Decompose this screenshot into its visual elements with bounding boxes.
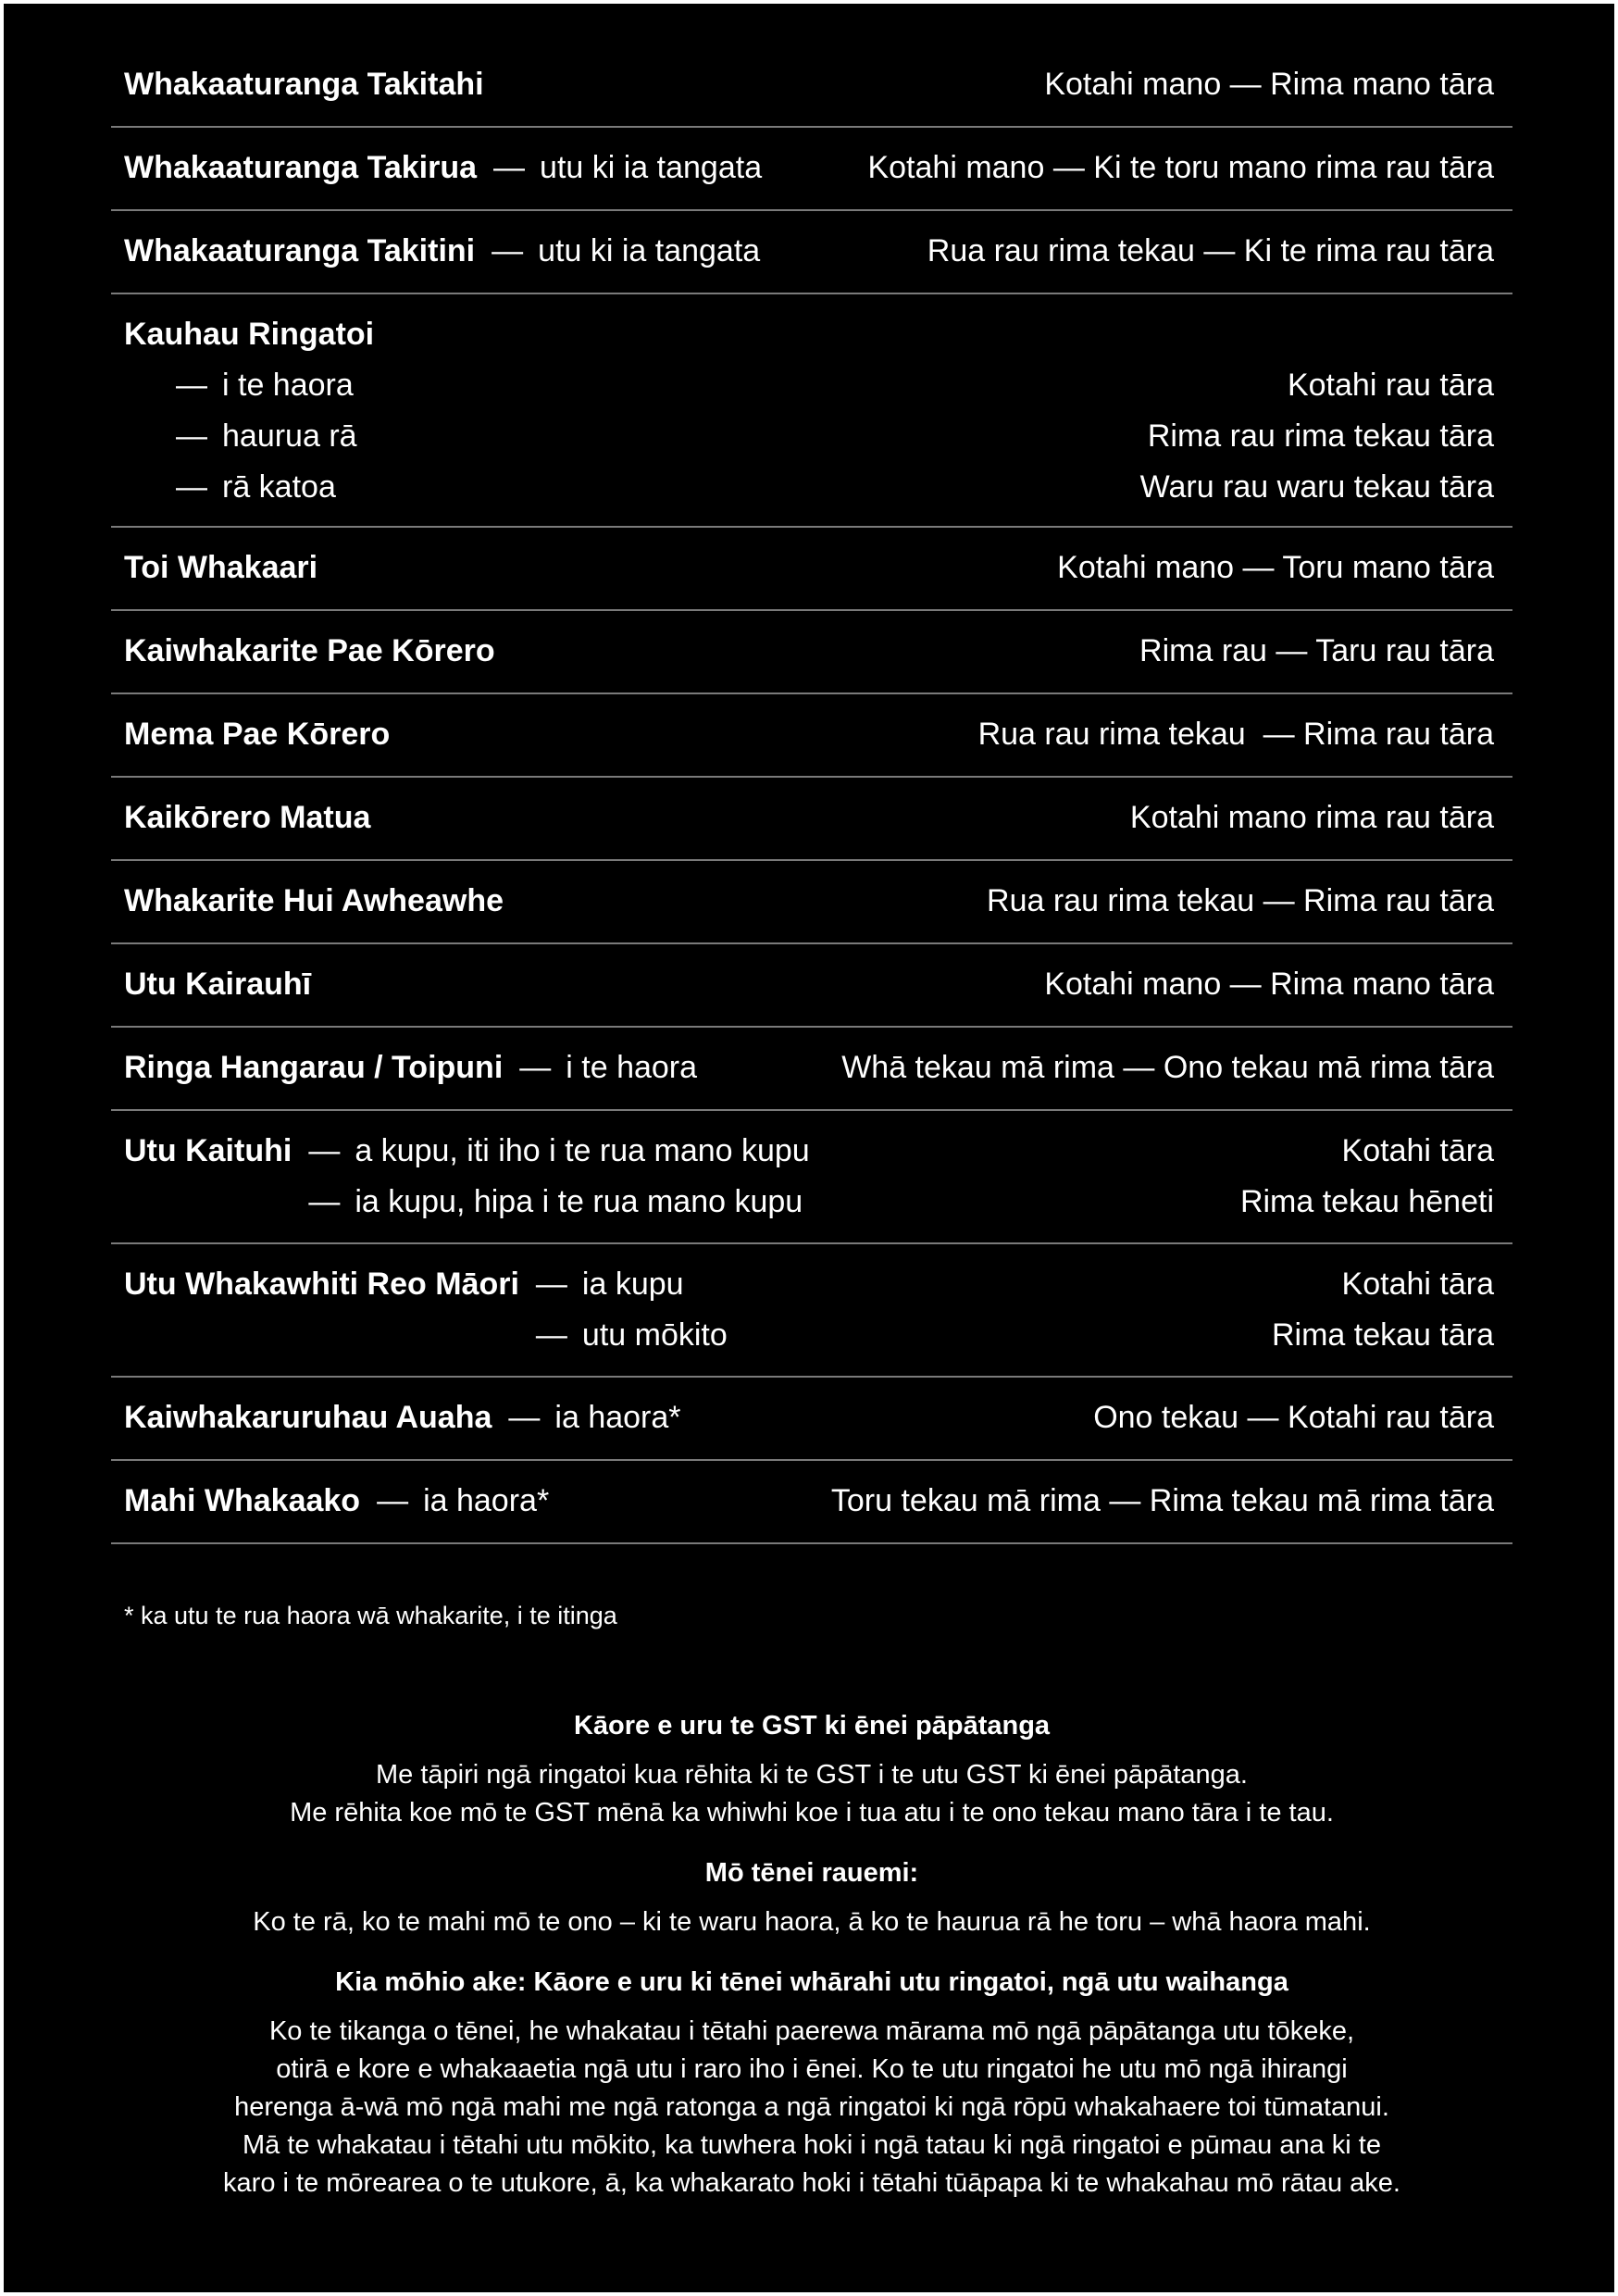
dash: — xyxy=(535,1317,567,1353)
know-line: Mā te whakatau i tētahi utu mōkito, ka tuwhera hoki i ngā tatau ki ngā ringatoi e pūmau ana ki te xyxy=(242,2130,1381,2160)
row-label: Mema Pae Kōrero xyxy=(124,717,391,752)
row-note: rā katoa xyxy=(222,469,336,505)
row-note: i te haora xyxy=(222,368,354,403)
dash: — xyxy=(377,1483,409,1518)
row-label: Toi Whakaari xyxy=(124,550,318,585)
row-value: Waru rau waru tekau tāra xyxy=(1139,469,1494,505)
row-value: Kotahi rau tāra xyxy=(1287,368,1494,403)
row-label: Utu Kairauhī xyxy=(124,967,312,1002)
row-value: Kotahi mano rima rau tāra xyxy=(1129,800,1494,835)
row-note: haurua rā xyxy=(222,418,357,454)
row-value: Rima tekau hēneti xyxy=(1239,1184,1494,1219)
table-row xyxy=(111,528,1512,611)
gst-line: Me rēhita koe mō te GST mēnā ka whiwhi koe i tua atu i te ono tekau mano tāra i te tau. xyxy=(290,1798,1334,1828)
row-note: utu ki ia tangata xyxy=(538,233,761,268)
row-value: Rima rau — Taru rau tāra xyxy=(1139,633,1494,668)
dash: — xyxy=(176,368,207,403)
know-heading: Kia mōhio ake: Kāore e uru ki tēnei whārahi utu ringatoi, ngā utu waihanga xyxy=(335,1967,1288,1997)
table-row xyxy=(111,294,1512,528)
row-note: utu ki ia tangata xyxy=(540,150,763,185)
row-value: Kotahi tāra xyxy=(1341,1267,1494,1302)
table-row xyxy=(111,861,1512,944)
table-row xyxy=(111,44,1512,128)
resource-heading: Mō tēnei rauemi: xyxy=(704,1858,919,1888)
row-label: Kaiwhakaruruhau Auaha xyxy=(124,1400,492,1435)
row-value: Kotahi mano — Rima mano tāra xyxy=(1044,967,1494,1002)
table-row xyxy=(111,694,1512,778)
row-value: Rima rau rima tekau tāra xyxy=(1147,418,1494,454)
row-value: Kotahi mano — Rima mano tāra xyxy=(1044,67,1494,102)
row-label: Ringa Hangarau / Toipuni xyxy=(124,1050,504,1085)
row-value: Toru tekau mā rima — Rima tekau mā rima tāra xyxy=(830,1483,1494,1518)
dash: — xyxy=(308,1184,341,1219)
row-note: ia haora* xyxy=(554,1400,681,1435)
row-label: Kaiwhakarite Pae Kōrero xyxy=(124,633,495,668)
table-row xyxy=(111,778,1512,861)
know-line: karo i te mōrearea o te utukore, ā, ka whakarato hoki i tētahi tūāpapa ki te whakahau mō rātau ake. xyxy=(223,2168,1400,2198)
page xyxy=(4,4,1614,2292)
row-label: Whakarite Hui Awheawhe xyxy=(124,883,504,918)
row-value: Rua rau rima tekau — Rima rau tāra xyxy=(987,883,1494,918)
row-note: ia kupu xyxy=(581,1267,684,1302)
table-row xyxy=(111,1378,1512,1461)
table-row xyxy=(111,1244,1512,1378)
rates-table xyxy=(111,44,1512,1544)
table-row xyxy=(111,211,1512,294)
dash: — xyxy=(508,1400,541,1435)
gst-heading: Kāore e uru te GST ki ēnei pāpātanga xyxy=(573,1711,1051,1741)
know-line: Ko te tikanga o tēnei, he whakatau i tētahi paerewa mārama mō ngā pāpātanga utu tōkeke, xyxy=(268,2016,1355,2046)
dash: — xyxy=(308,1133,341,1168)
gst-line: Me tāpiri ngā ringatoi kua rēhita ki te GST i te utu GST ki ēnei pāpātanga. xyxy=(376,1760,1248,1790)
table-row xyxy=(111,1028,1512,1111)
row-value: Kotahi mano — Toru mano tāra xyxy=(1057,550,1494,585)
row-note: a kupu, iti iho i te rua mano kupu xyxy=(355,1133,810,1168)
footnote: * ka utu te rua haora wā whakarite, i te itinga xyxy=(124,1602,617,1629)
row-label: Whakaaturanga Takitahi xyxy=(124,67,484,102)
row-label: Mahi Whakaako xyxy=(124,1483,361,1518)
dash: — xyxy=(176,418,207,454)
row-note: i te haora xyxy=(566,1050,698,1085)
row-note: utu mōkito xyxy=(581,1317,728,1353)
table-row xyxy=(111,1461,1512,1544)
row-label: Kaikōrero Matua xyxy=(124,800,371,835)
table-row xyxy=(111,611,1512,694)
dash: — xyxy=(535,1267,567,1302)
row-value: Whā tekau mā rima — Ono tekau mā rima tāra xyxy=(841,1050,1494,1085)
know-line: herenga ā-wā mō ngā mahi me ngā ratonga a ngā ringatoi ki ngā rōpū whakahaere toi tūmatanui. xyxy=(234,2092,1389,2122)
row-value: Kotahi tāra xyxy=(1341,1133,1494,1168)
row-note: ia haora* xyxy=(423,1483,550,1518)
dash: — xyxy=(176,469,207,505)
row-label: Utu Kaituhi xyxy=(124,1133,292,1168)
notes-section xyxy=(111,1707,1512,2202)
row-value: Rua rau rima tekau — Ki te rima rau tāra xyxy=(927,233,1494,268)
table-row xyxy=(111,1111,1512,1244)
row-value: Rua rau rima tekau — Rima rau tāra xyxy=(977,717,1494,752)
row-label: Kauhau Ringatoi xyxy=(124,317,375,352)
dash: — xyxy=(493,150,526,185)
row-value: Rima tekau tāra xyxy=(1272,1317,1494,1353)
table-row xyxy=(111,128,1512,211)
know-line: otirā e kore e whakaaetia ngā utu i raro iho i ēnei. Ko te utu ringatoi he utu mō ngā ihirangi xyxy=(276,2054,1348,2084)
row-label: Utu Whakawhiti Reo Māori xyxy=(124,1267,519,1302)
row-label: Whakaaturanga Takitini xyxy=(124,233,476,268)
resource-line: Ko te rā, ko te mahi mō te ono – ki te waru haora, ā ko te haurua rā he toru – whā haora mahi. xyxy=(253,1907,1371,1937)
row-note: ia kupu, hipa i te rua mano kupu xyxy=(355,1184,803,1219)
row-label: Whakaaturanga Takirua xyxy=(124,150,478,185)
row-value: Kotahi mano — Ki te toru mano rima rau tāra xyxy=(867,150,1494,185)
dash: — xyxy=(492,233,524,268)
dash: — xyxy=(519,1050,552,1085)
row-value: Ono tekau — Kotahi rau tāra xyxy=(1093,1400,1494,1435)
table-row xyxy=(111,944,1512,1028)
